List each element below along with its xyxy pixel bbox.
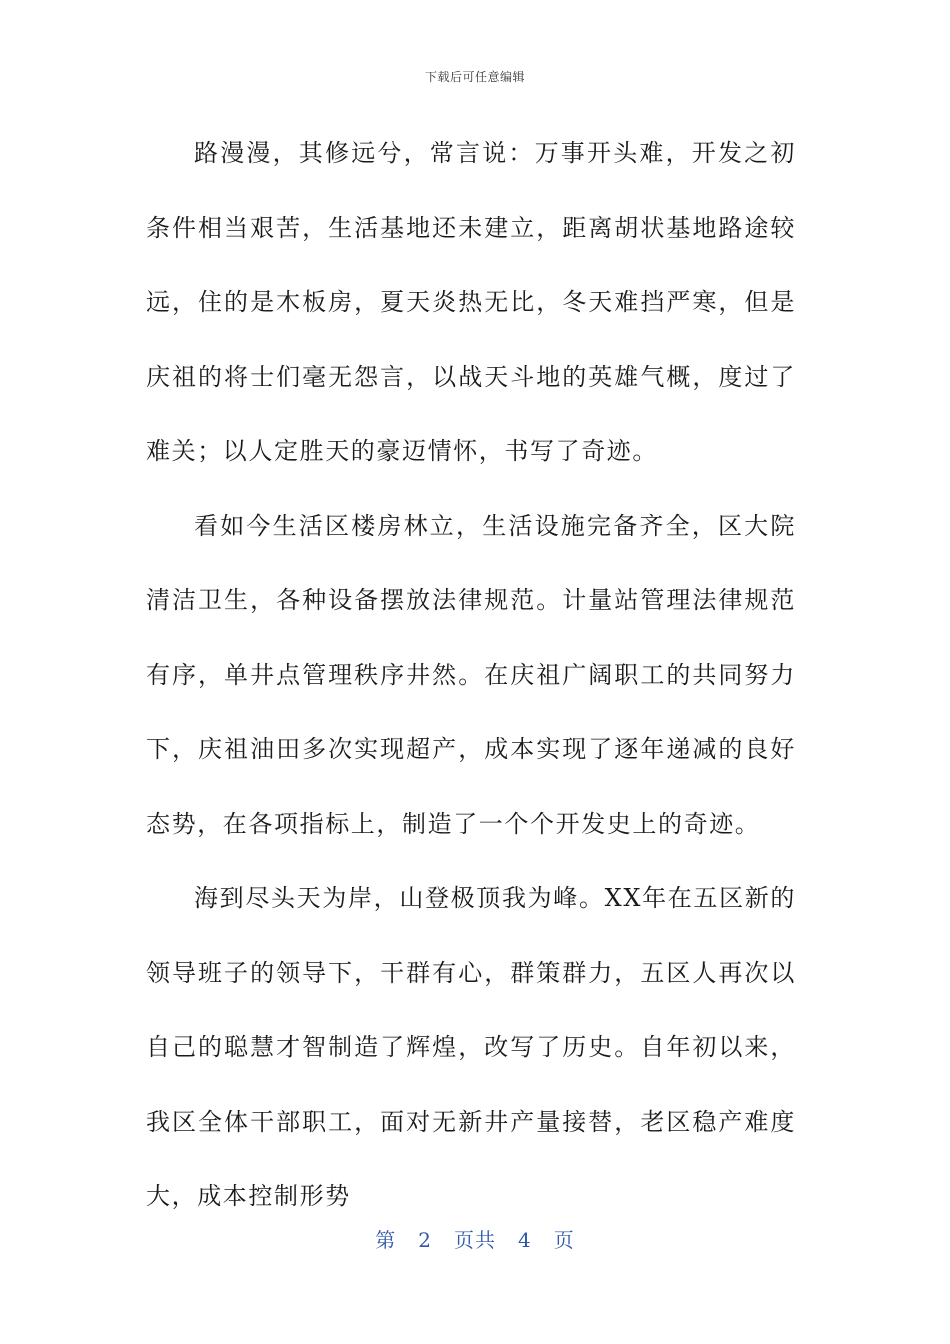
paragraph-1: 路漫漫，其修远兮，常言说：万事开头难，开发之初条件相当艰苦，生活基地还未建立，距离胡状基地路途较远，住的是木板房，夏天炎热无比，冬天难挡严寒，但是庆祖的将士们毫无怨言，以战天斗地的英雄气概，度过了难关；以人定胜天的豪迈情怀，书写了奇迹。 [146,139,796,465]
footer-prefix: 第 [375,1228,397,1252]
paragraph-2: 看如今生活区楼房林立，生活设施完备齐全，区大院清洁卫生，各种设备摆放法律规范。计量站管理法律规范有序，单井点管理秩序井然。在庆祖广阔职工的共同努力下，庆祖油田多次实现超产，成本实现了逐年递减的良好态势，在各项指标上，制造了一个个开发史上的奇迹。 [146,511,796,838]
footer-suffix: 页 [553,1228,575,1252]
footer-total-pages: 4 [518,1228,532,1252]
page-footer [0,1224,950,1253]
footer-current-page: 2 [418,1228,432,1252]
paragraph-3: 海到尽头天为岸，山登极顶我为峰。XX年在五区新的领导班子的领导下，干群有心，群策群力，五区人再次以自己的聪慧才智制造了辉煌，改写了历史。自年初以来，我区全体干部职工，面对无新井产量接替，老区稳产难度大，成本控制形势 [146,884,796,1210]
footer-middle: 页共 [454,1228,496,1252]
page-header: 下载后可任意编辑 [424,70,525,84]
document-body [146,116,796,1234]
